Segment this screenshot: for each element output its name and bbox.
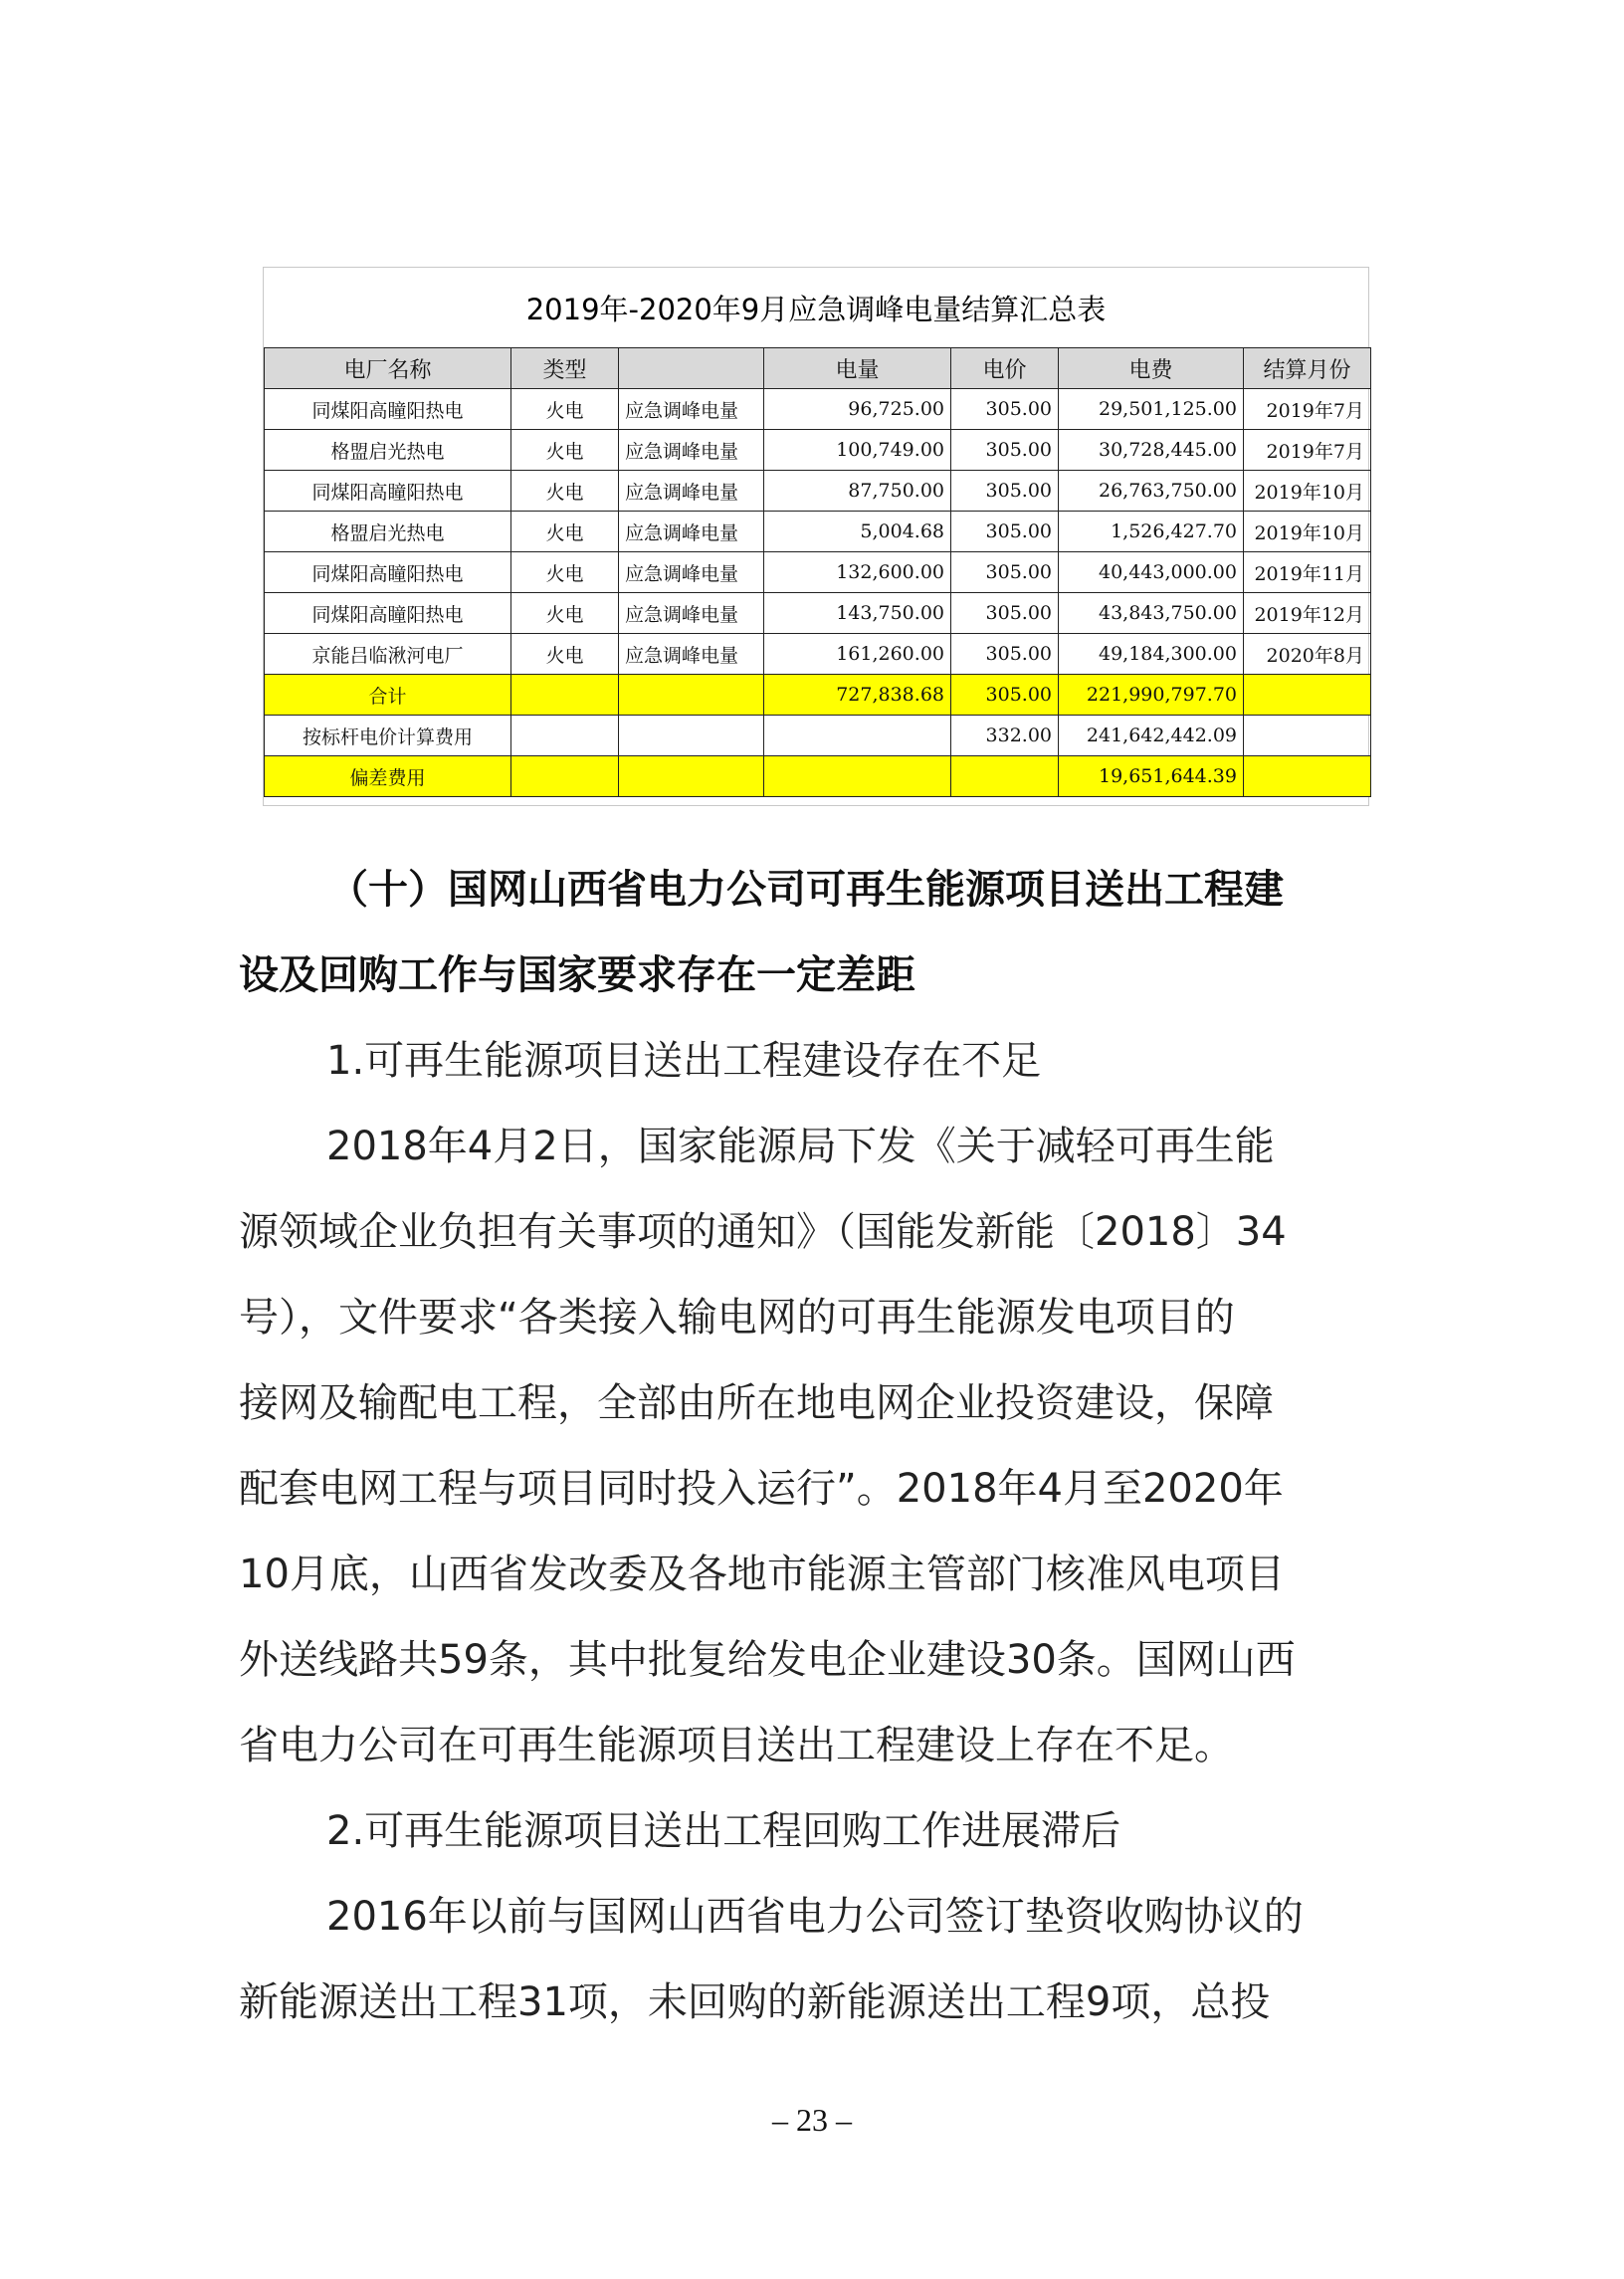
cell-price: 305.00 (951, 634, 1059, 675)
cell-plant: 京能吕临湫河电厂 (265, 634, 511, 675)
cell-energy: 100,749.00 (764, 430, 951, 471)
total-row (265, 675, 1371, 716)
para1-line: 省电力公司在可再生能源项目送出工程建设上存在不足。 (239, 1723, 1234, 1768)
table-row (265, 634, 1371, 675)
total-energy: 727,838.68 (764, 675, 951, 716)
benchmark-fee: 241,642,442.09 (1059, 716, 1244, 756)
cell-month: 2019年10月 (1244, 471, 1371, 512)
cell-energy: 143,750.00 (764, 593, 951, 634)
cell-energy: 132,600.00 (764, 552, 951, 593)
cell-plant: 同煤阳高瞳阳热电 (265, 593, 511, 634)
para1-line: 号），文件要求“各类接入输电网的可再生能源发电项目的 (239, 1295, 1235, 1341)
cell-month: 2019年12月 (1244, 593, 1371, 634)
cell-fee: 40,443,000.00 (1059, 552, 1244, 593)
deviation-empty-cell (511, 756, 619, 797)
col-header-energy: 电量 (764, 348, 951, 389)
table-row (265, 593, 1371, 634)
benchmark-price: 332.00 (951, 716, 1059, 756)
col-header-fee: 电费 (1059, 348, 1244, 389)
cell-type: 火电 (511, 512, 619, 552)
cell-fee: 1,526,427.70 (1059, 512, 1244, 552)
cell-category: 应急调峰电量 (619, 471, 764, 512)
benchmark-row (265, 716, 1371, 756)
cell-price: 305.00 (951, 512, 1059, 552)
section-heading-line1: （十）国网山西省电力公司可再生能源项目送出工程建 (328, 867, 1284, 913)
cell-fee: 43,843,750.00 (1059, 593, 1244, 634)
cell-type: 火电 (511, 634, 619, 675)
deviation-label: 偏差费用 (265, 756, 511, 797)
cell-price: 305.00 (951, 593, 1059, 634)
cell-month: 2019年7月 (1244, 430, 1371, 471)
cell-category: 应急调峰电量 (619, 430, 764, 471)
col-header-price: 电价 (951, 348, 1059, 389)
cell-category: 应急调峰电量 (619, 512, 764, 552)
table-row (265, 430, 1371, 471)
section-heading-line2: 设及回购工作与国家要求存在一定差距 (239, 952, 915, 998)
cell-category: 应急调峰电量 (619, 593, 764, 634)
cell-type: 火电 (511, 552, 619, 593)
table-title: 2019年-2020年9月应急调峰电量结算汇总表 (525, 293, 1107, 326)
total-price: 305.00 (951, 675, 1059, 716)
cell-plant: 格盟启光热电 (265, 430, 511, 471)
col-header-plant: 电厂名称 (265, 348, 511, 389)
cell-fee: 49,184,300.00 (1059, 634, 1244, 675)
cell-plant: 同煤阳高瞳阳热电 (265, 389, 511, 430)
cell-category: 应急调峰电量 (619, 389, 764, 430)
cell-category: 应急调峰电量 (619, 634, 764, 675)
total-fee: 221,990,797.70 (1059, 675, 1244, 716)
deviation-empty-cell (951, 756, 1059, 797)
total-empty-cell (1244, 675, 1371, 716)
table-row (265, 552, 1371, 593)
cell-category: 应急调峰电量 (619, 552, 764, 593)
cell-type: 火电 (511, 471, 619, 512)
page-number: – 23 – (772, 2102, 852, 2138)
benchmark-empty-cell (619, 716, 764, 756)
para1-line: 10月底，山西省发改委及各地市能源主管部门核准风电项目 (239, 1552, 1285, 1597)
cell-type: 火电 (511, 593, 619, 634)
para1-line: 配套电网工程与项目同时投入运行”。2018年4月至2020年 (239, 1466, 1284, 1512)
cell-fee: 26,763,750.00 (1059, 471, 1244, 512)
cell-plant: 格盟启光热电 (265, 512, 511, 552)
deviation-row (265, 756, 1371, 797)
table-row (265, 512, 1371, 552)
cell-fee: 29,501,125.00 (1059, 389, 1244, 430)
table-header-row (265, 348, 1371, 389)
cell-month: 2019年10月 (1244, 512, 1371, 552)
cell-price: 305.00 (951, 471, 1059, 512)
cell-plant: 同煤阳高瞳阳热电 (265, 552, 511, 593)
settlement-table-frame (263, 267, 1369, 806)
benchmark-label: 按标杆电价计算费用 (265, 716, 511, 756)
cell-price: 305.00 (951, 389, 1059, 430)
cell-month: 2019年11月 (1244, 552, 1371, 593)
col-header-month: 结算月份 (1244, 348, 1371, 389)
deviation-empty-cell (1244, 756, 1371, 797)
cell-price: 305.00 (951, 430, 1059, 471)
cell-energy: 87,750.00 (764, 471, 951, 512)
para1-line: 接网及输配电工程，全部由所在地电网企业投资建设，保障 (239, 1380, 1274, 1426)
total-label: 合计 (265, 675, 511, 716)
cell-month: 2020年8月 (1244, 634, 1371, 675)
cell-energy: 5,004.68 (764, 512, 951, 552)
cell-fee: 30,728,445.00 (1059, 430, 1244, 471)
subheading-2: 2.可再生能源项目送出工程回购工作进展滞后 (326, 1808, 1121, 1854)
benchmark-empty-cell (511, 716, 619, 756)
deviation-empty-cell (619, 756, 764, 797)
col-header-blank (619, 348, 764, 389)
total-empty-cell (619, 675, 764, 716)
benchmark-empty-cell (764, 716, 951, 756)
table-row (265, 389, 1371, 430)
benchmark-empty-cell (1244, 716, 1371, 756)
cell-energy: 96,725.00 (764, 389, 951, 430)
para1-line: 2018年4月2日，国家能源局下发《关于减轻可再生能 (326, 1124, 1275, 1169)
para1-line: 外送线路共59条，其中批复给发电企业建设30条。国网山西 (239, 1637, 1296, 1683)
cell-energy: 161,260.00 (764, 634, 951, 675)
para1-line: 源领域企业负担有关事项的通知》（国能发新能〔2018〕34 (239, 1209, 1287, 1255)
deviation-empty-cell (764, 756, 951, 797)
cell-month: 2019年7月 (1244, 389, 1371, 430)
cell-plant: 同煤阳高瞳阳热电 (265, 471, 511, 512)
subheading-1: 1.可再生能源项目送出工程建设存在不足 (326, 1038, 1042, 1084)
cell-type: 火电 (511, 430, 619, 471)
cell-type: 火电 (511, 389, 619, 430)
para2-line: 新能源送出工程31项，未回购的新能源送出工程9项，总投 (239, 1979, 1271, 2025)
table-row (265, 471, 1371, 512)
para2-line: 2016年以前与国网山西省电力公司签订垫资收购协议的 (326, 1894, 1304, 1940)
deviation-fee: 19,651,644.39 (1059, 756, 1244, 797)
total-empty-cell (511, 675, 619, 716)
col-header-type: 类型 (511, 348, 619, 389)
cell-price: 305.00 (951, 552, 1059, 593)
settlement-table (264, 347, 1371, 797)
